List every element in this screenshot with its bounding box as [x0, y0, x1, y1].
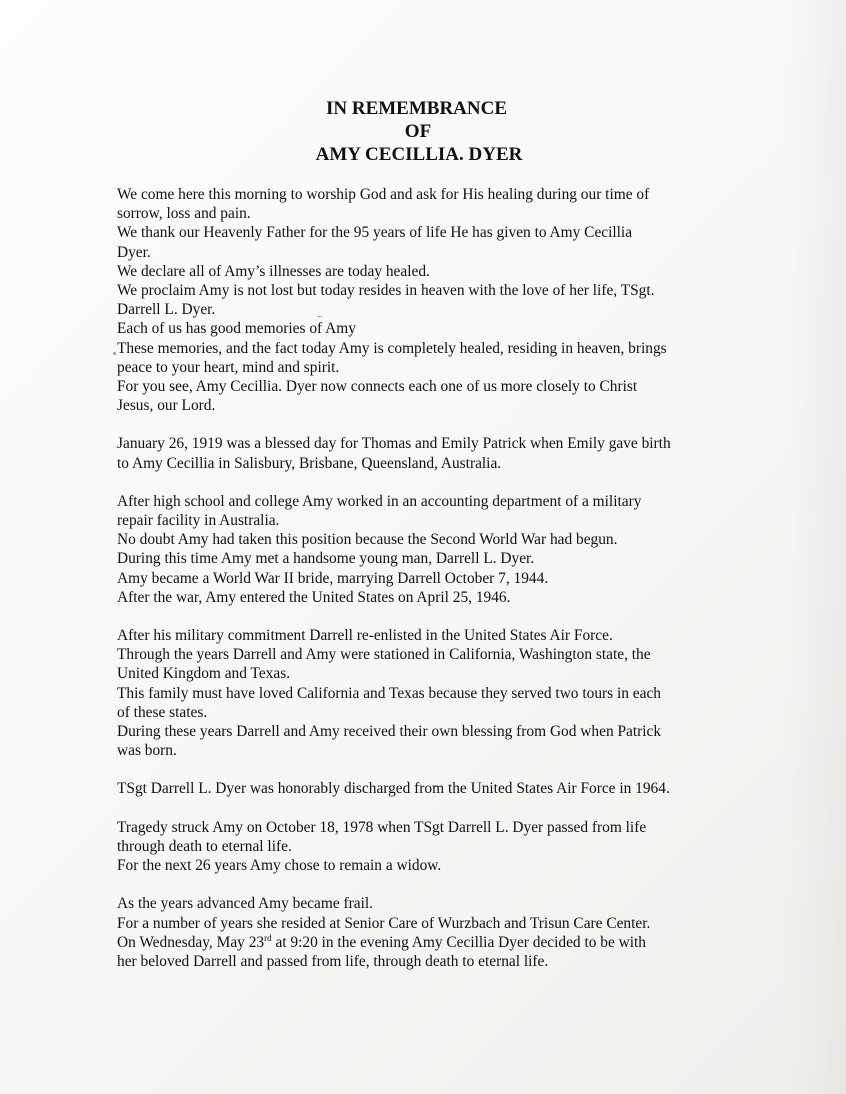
title-line-1: IN REMEMBRANCE — [325, 98, 508, 119]
paragraph-6 — [117, 818, 737, 876]
text-fragment: at 9:20 in the evening Amy Cecillia Dyer decided to be with — [271, 933, 647, 951]
scan-speck — [317, 316, 322, 317]
paragraph-1 — [117, 185, 737, 415]
text-line: After high school and college Amy worked in an accounting department of a military — [117, 492, 642, 510]
text-line: Each of us has good memories of Amy — [117, 320, 356, 338]
text-line: Through the years Darrell and Amy were stationed in California, Washington state, the — [117, 646, 651, 664]
paragraph-5 — [117, 779, 737, 798]
paragraph-4 — [117, 626, 737, 760]
text-line: United Kingdom and Texas. — [117, 665, 291, 683]
text-line: peace to your heart, mind and spirit. — [117, 358, 340, 376]
paragraph-3 — [117, 492, 737, 607]
text-line: TSgt Darrell L. Dyer was honorably discharged from the United States Air Force in 1964. — [117, 780, 670, 798]
text-line: Dyer. — [117, 243, 151, 261]
paragraph-7 — [117, 894, 737, 971]
text-line: After the war, Amy entered the United States on April 25, 1946. — [117, 588, 511, 606]
text-line: For you see, Amy Cecillia. Dyer now connects each one of us more closely to Christ — [117, 378, 638, 396]
text-line: Tragedy struck Amy on October 18, 1978 when TSgt Darrell L. Dyer passed from life — [117, 818, 647, 836]
text-line: This family must have loved California and Texas because they served two tours in each — [117, 684, 661, 702]
text-line: repair facility in Australia. — [117, 512, 280, 530]
scan-speck — [113, 352, 116, 355]
text-line — [117, 933, 737, 952]
text-line: After his military commitment Darrell re-enlisted in the United States Air Force. — [117, 627, 613, 645]
text-line: of these states. — [117, 703, 208, 721]
paragraph-2 — [117, 434, 737, 472]
text-line: During this time Amy met a handsome young man, Darrell L. Dyer. — [117, 550, 535, 568]
text-line: As the years advanced Amy became frail. — [117, 895, 373, 913]
title-line-3: AMY CECILLIA. DYER — [315, 144, 523, 165]
text-fragment: On Wednesday, May 23 — [117, 933, 265, 951]
text-line: Amy became a World War II bride, marrying Darrell October 7, 1944. — [117, 569, 549, 587]
text-line: For the next 26 years Amy chose to remain a widow. — [117, 857, 442, 875]
text-line: through death to eternal life. — [117, 837, 292, 855]
text-line: sorrow, loss and pain. — [117, 205, 251, 223]
text-line: For a number of years she resided at Senior Care of Wurzbach and Trisun Care Center. — [117, 914, 651, 932]
text-line: No doubt Amy had taken this position because the Second World War had begun. — [117, 531, 618, 549]
text-line: We come here this morning to worship God and ask for His healing during our time of — [117, 186, 650, 203]
text-line: Darrell L. Dyer. — [117, 301, 216, 319]
text-line: During these years Darrell and Amy received their own blessing from God when Patrick — [117, 723, 662, 741]
document-title — [0, 97, 846, 166]
text-line: January 26, 1919 was a blessed day for Thomas and Emily Patrick when Emily gave birth — [117, 435, 671, 453]
document-body — [117, 185, 737, 990]
title-line-2: OF — [404, 121, 432, 142]
ordinal-suffix: rd — [264, 932, 272, 943]
text-line: These memories, and the fact today Amy is completely healed, residing in heaven, brings — [117, 339, 667, 357]
text-line: to Amy Cecillia in Salisbury, Brisbane, Queensland, Australia. — [117, 454, 502, 472]
text-line: her beloved Darrell and passed from life, through death to eternal life. — [117, 952, 549, 970]
text-line: was born. — [117, 742, 177, 760]
text-line: We thank our Heavenly Father for the 95 years of life He has given to Amy Cecillia — [117, 224, 633, 242]
text-line: We declare all of Amy’s illnesses are today healed. — [117, 262, 430, 280]
text-line: Jesus, our Lord. — [117, 397, 216, 415]
text-line: We proclaim Amy is not lost but today resides in heaven with the love of her life, TSgt. — [117, 282, 655, 300]
